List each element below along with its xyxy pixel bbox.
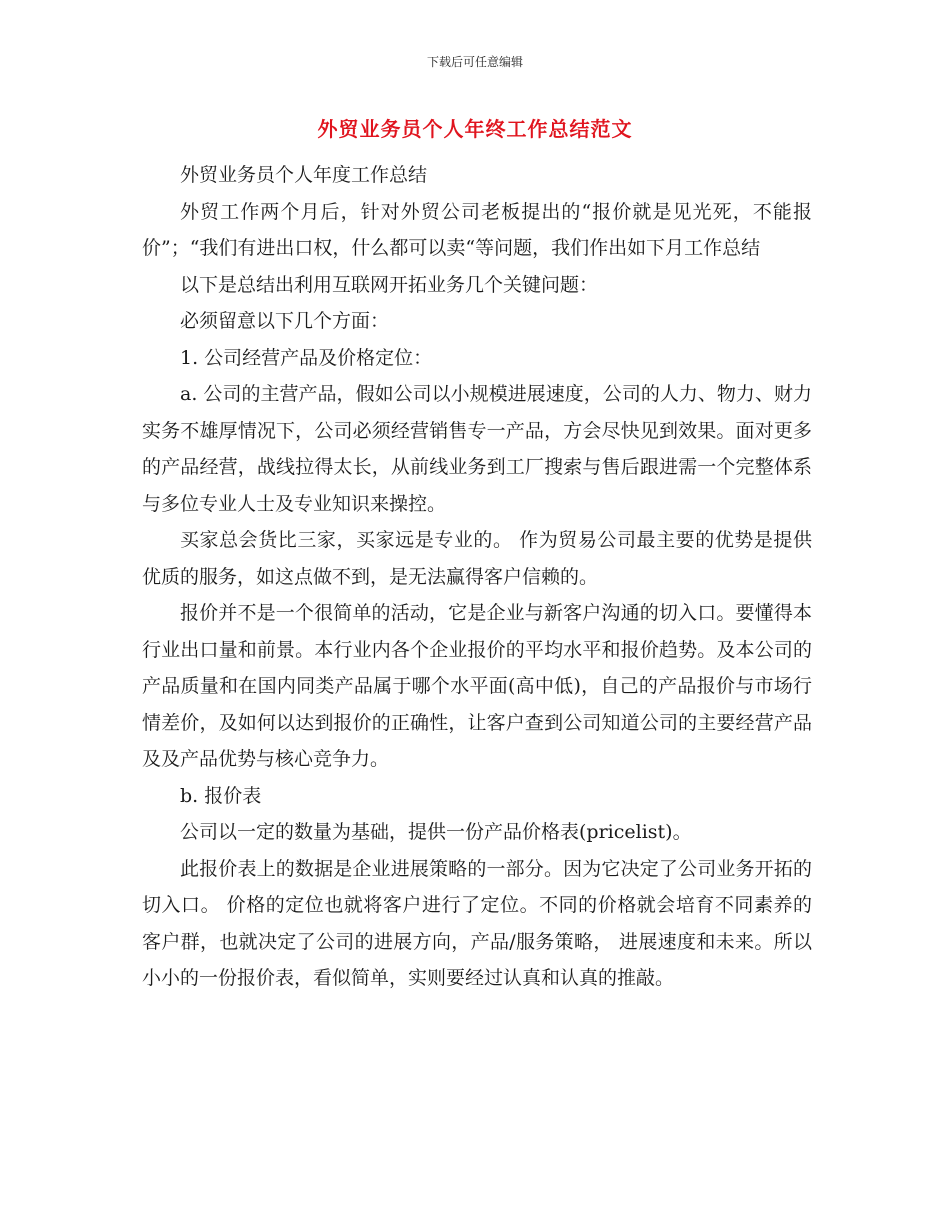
paragraph: 报价并不是一个很简单的活动，它是企业与新客户沟通的切入口。要懂得本行业出口量和前景。本行业内各个企业报价的平均水平和报价趋势。及本公司的产品质量和在国内同类产品属于哪个水平面(高中低)，自己的产品报价与市场行情差价，及如何以达到报价的正确性，让客户查到公司知道公司的主要经营产品及及产品优势与核心竞争力。 [142, 602, 812, 770]
paragraph: 必须留意以下几个方面： [180, 310, 390, 332]
document-title: 外贸业务员个人年终工作总结范文 [317, 117, 633, 141]
paragraph: 以下是总结出利用互联网开拓业务几个关键问题： [180, 273, 599, 296]
paragraph: b. 报价表 [180, 784, 262, 807]
paragraph: 外贸工作两个月后，针对外贸公司老板提出的“报价就是见光死，不能报价”；“我们有进出口权，什么都可以卖“等问题，我们作出如下月工作总结 [142, 200, 812, 259]
paragraph: 此报价表上的数据是企业进展策略的一部分。因为它决定了公司业务开拓的切入口。 价格的定位也就将客户进行了定位。不同的价格就会培育不同素养的客户群，也就决定了公司的进展方向，产品/服务策略， 进展速度和未来。所以小小的一份报价表，看似简单，实则要经过认真和认真的推敲。 [142, 857, 812, 989]
header-note: 下载后可任意编辑 [426, 55, 523, 69]
paragraph: 外贸业务员个人年度工作总结 [180, 164, 428, 186]
paragraph: 买家总会货比三家，买家远是专业的。 作为贸易公司最主要的优势是提供优质的服务，如这点做不到，是无法赢得客户信赖的。 [142, 529, 812, 588]
paragraph: a. 公司的主营产品，假如公司以小规模进展速度，公司的人力、物力、财力实务不雄厚情况下，公司必须经营销售专一产品，方会尽快见到效果。面对更多的产品经营，战线拉得太长，从前线业务到工厂搜索与售后跟进需一个完整体系与多位专业人士及专业知识来操控。 [142, 383, 812, 515]
document-body [142, 157, 812, 997]
paragraph: 公司以一定的数量为基础，提供一份产品价格表(pricelist)。 [180, 821, 692, 843]
paragraph: 1. 公司经营产品及价格定位： [180, 346, 433, 369]
